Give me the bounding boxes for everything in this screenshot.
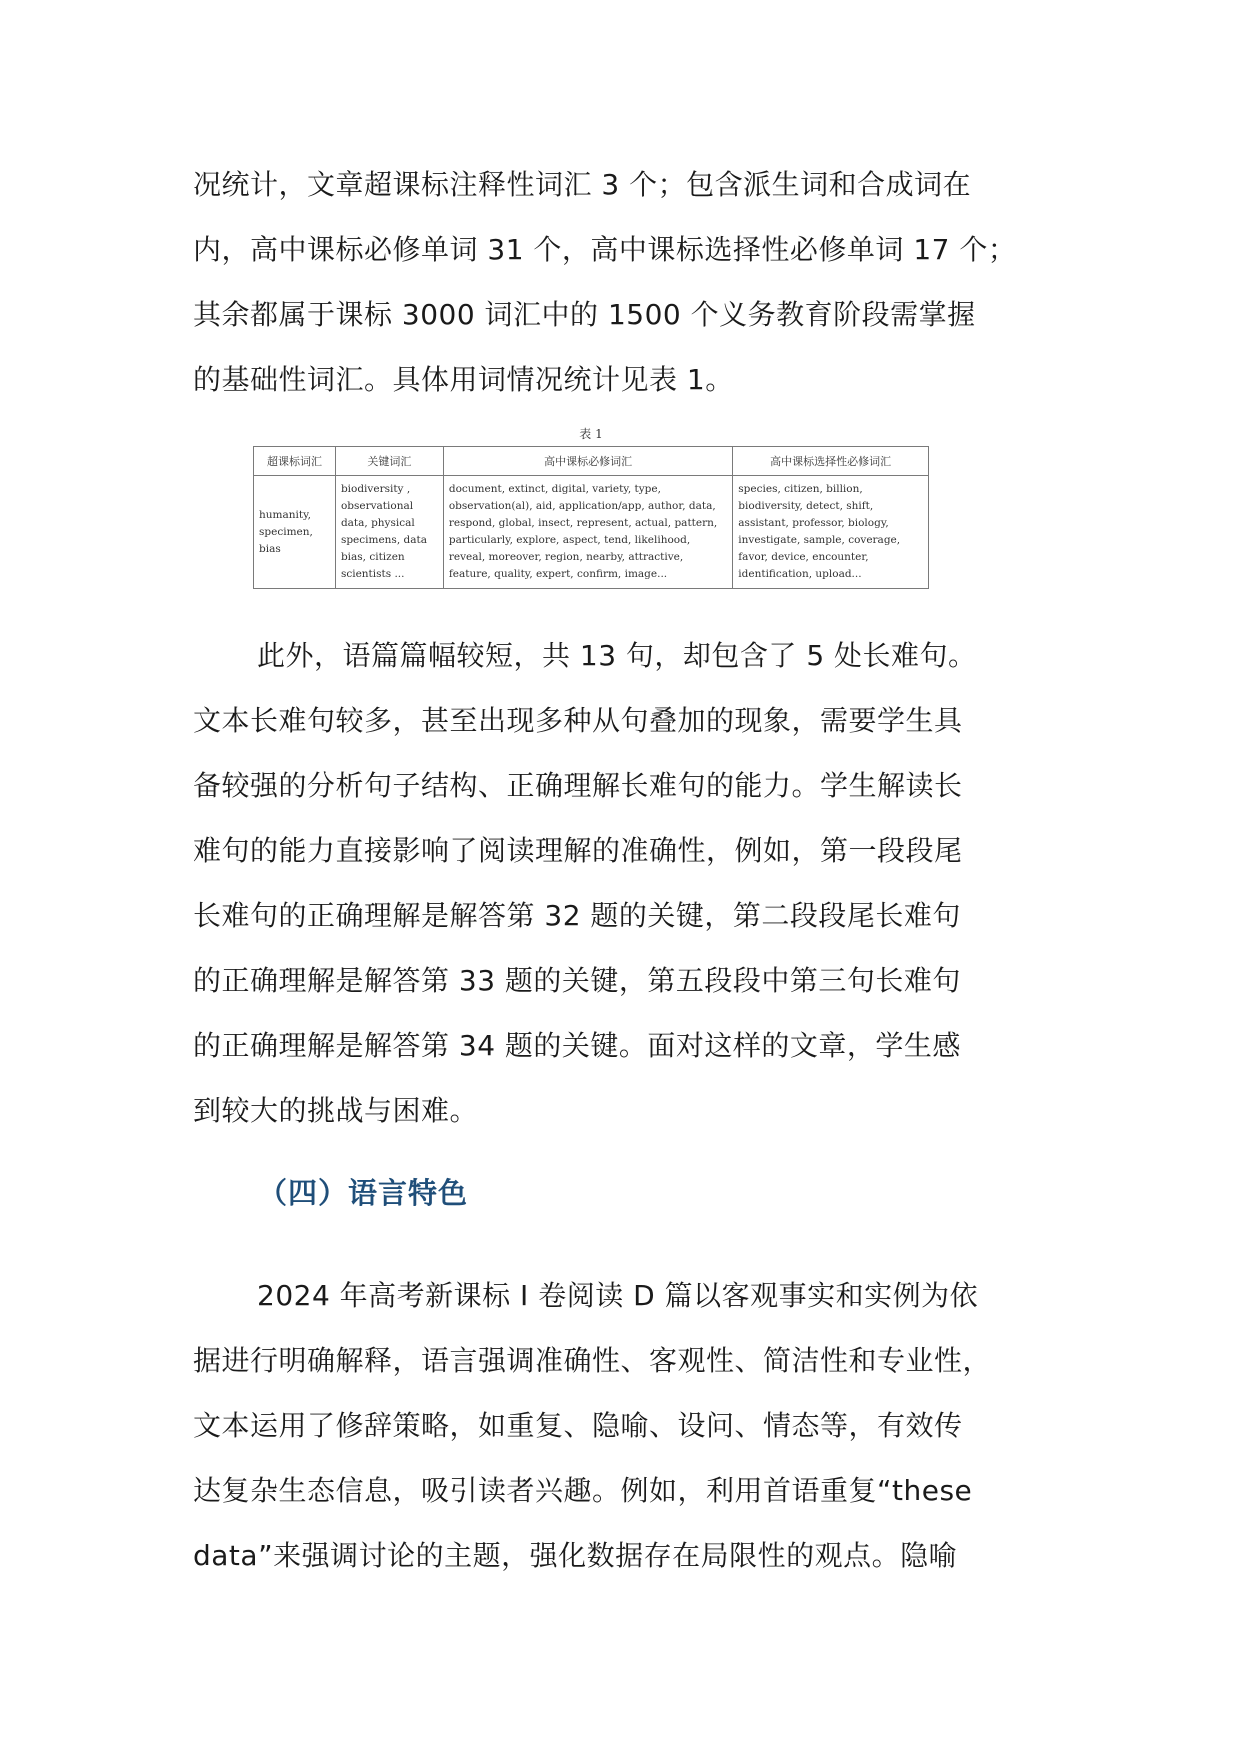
text-line: 内，高中课标必修单词 31 个，高中课标选择性必修单词 17 个； (193, 233, 1017, 266)
text-line: 的基础性词汇。具体用词情况统计见表 1。 (193, 363, 734, 396)
text-line: 到较大的挑战与困难。 (193, 1094, 479, 1127)
table-header-cell: 高中课标选择性必修词汇 (733, 447, 929, 476)
table-cell: species, citizen, billion, biodiversity, detect, shift, assistant, professor, biology, investigate, sample, coverage, favor, device, encounter, identification, upload... (733, 476, 929, 589)
text-line: 文本长难句较多，甚至出现多种从句叠加的现象，需要学生具 (193, 704, 963, 737)
text-line: 况统计，文章超课标注释性词汇 3 个；包含派生词和合成词在 (193, 168, 972, 201)
table-cell: biodiversity , observational data, physical specimens, data bias, citizen scientists ... (335, 476, 443, 589)
table-header-cell: 高中课标必修词汇 (443, 447, 732, 476)
paragraph-word-statistics (193, 152, 1073, 412)
table-caption: 表 1 (579, 427, 603, 441)
text-line: 达复杂生态信息，吸引读者兴趣。例如，利用首语重复“these (193, 1474, 973, 1507)
table-row (254, 476, 929, 589)
text-line: 文本运用了修辞策略，如重复、隐喻、设问、情态等，有效传 (193, 1409, 963, 1442)
paragraph-language-features (193, 1263, 1073, 1588)
text-line: 其余都属于课标 3000 词汇中的 1500 个义务教育阶段需掌握 (193, 298, 976, 331)
table-header-row (254, 447, 929, 476)
text-line: 的正确理解是解答第 33 题的关键，第五段段中第三句长难句 (193, 964, 961, 997)
text-line: 此外，语篇篇幅较短，共 13 句，却包含了 5 处长难句。 (257, 639, 977, 672)
text-line: 据进行明确解释，语言强调准确性、客观性、简洁性和专业性， (193, 1344, 992, 1377)
text-line: 长难句的正确理解是解答第 32 题的关键，第二段段尾长难句 (193, 899, 961, 932)
table-header-cell: 超课标词汇 (254, 447, 336, 476)
text-line: 的正确理解是解答第 34 题的关键。面对这样的文章，学生感 (193, 1029, 961, 1062)
section-heading: （四）语言特色 (258, 1176, 469, 1210)
vocabulary-table (253, 446, 929, 589)
paragraph-long-sentences (193, 623, 1073, 1143)
text-line: 难句的能力直接影响了阅读理解的准确性，例如，第一段段尾 (193, 834, 963, 867)
text-line: 备较强的分析句子结构、正确理解长难句的能力。学生解读长 (193, 769, 963, 802)
table-cell: humanity, specimen, bias (254, 476, 336, 589)
table-header-cell: 关键词汇 (335, 447, 443, 476)
table-cell: document, extinct, digital, variety, type, observation(al), aid, application/app, author, data, respond, global, insect, represent, actual, pattern, particularly, explore, aspect, tend, likelihood, reveal, moreover, region, nearby, attractive, feature, quality, expert, confirm, image... (443, 476, 732, 589)
text-line: 2024 年高考新课标 I 卷阅读 D 篇以客观事实和实例为依 (257, 1279, 979, 1312)
text-line: data”来强调讨论的主题，强化数据存在局限性的观点。隐喻 (193, 1539, 958, 1572)
